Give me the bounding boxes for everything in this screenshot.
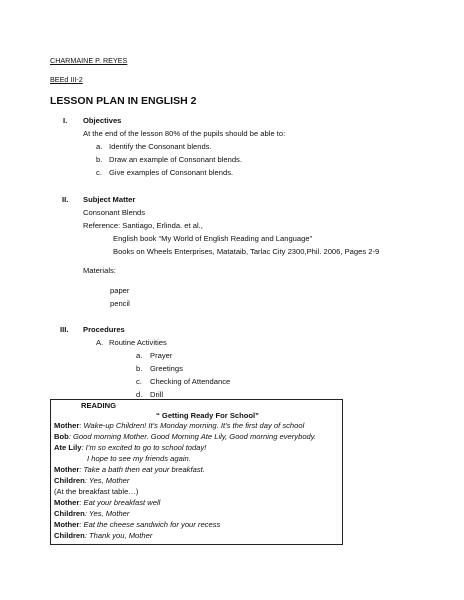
objective-letter-b: b. — [96, 155, 103, 164]
routine-item: Greetings — [150, 364, 183, 373]
speaker: Mother — [54, 498, 80, 507]
dialogue-line — [54, 465, 205, 474]
dialogue-line — [54, 509, 129, 518]
speaker: Children — [54, 476, 85, 485]
dialogue-line — [54, 443, 206, 452]
objective-letter-a: a. — [96, 142, 103, 151]
dialogue-text: : Yes, Mother — [84, 476, 130, 485]
material-item: pencil — [110, 299, 130, 308]
objectives-intro: At the end of the lesson 80% of the pupils should be able to: — [83, 129, 286, 138]
objective-item: Draw an example of Consonant blends. — [109, 155, 242, 164]
speaker: Ate Lily — [54, 443, 82, 452]
routine-letter-b: b. — [136, 364, 143, 373]
reference-book: English book “My World of English Reading and Language” — [113, 234, 313, 243]
dialogue-line — [54, 520, 220, 529]
subject-numeral: II. — [62, 195, 69, 204]
reference-line: Reference: Santiago, Erlinda. et al., — [83, 221, 203, 230]
dialogue-text: I hope to see my friends again. — [87, 454, 191, 463]
dialogue-line — [54, 432, 316, 441]
dialogue-line — [54, 531, 152, 540]
routine-letter-a: a. — [136, 351, 143, 360]
course-section: BEEd III-2 — [50, 75, 83, 84]
dialogue-text: : Thank you, Mother — [84, 531, 153, 540]
page-title: LESSON PLAN IN ENGLISH 2 — [50, 95, 197, 107]
dialogue-text: : Yes, Mother — [84, 509, 130, 518]
procedures-sub-letter: A. — [96, 338, 104, 347]
dialogue-text: : Good morning Mother. Good Morning Ate Lily, Good morning everybody. — [68, 432, 317, 441]
reading-label: READING — [81, 401, 117, 410]
dialogue-text: : Wake-up Children! It’s Monday morning. It’s the first day of school — [79, 421, 305, 430]
dialogue-line — [54, 476, 129, 485]
dialogue-line — [54, 487, 138, 496]
speaker: Children — [54, 509, 85, 518]
subject-topic: Consonant Blends — [83, 208, 146, 217]
materials-label: Materials: — [83, 266, 116, 275]
objective-letter-c: c. — [96, 168, 102, 177]
material-item: paper — [110, 286, 130, 295]
dialogue-text: : I’m so excited to go to school today! — [81, 443, 207, 452]
dialogue-text: (At the breakfast table…) — [54, 487, 139, 496]
speaker: Mother — [54, 465, 80, 474]
dialogue-text: : Eat the cheese sandwich for your recess — [79, 520, 221, 529]
objectives-heading: Objectives — [83, 116, 122, 125]
routine-item: Checking of Attendance — [150, 377, 231, 386]
objectives-numeral: I. — [63, 116, 68, 125]
dialogue-text: : Take a bath then eat your breakfast. — [79, 465, 205, 474]
routine-letter-c: c. — [136, 377, 142, 386]
dialogue-line — [54, 498, 160, 507]
dialogue-line — [87, 454, 191, 463]
reading-title: “ Getting Ready For School” — [156, 411, 259, 420]
author-name: CHARMAINE P. REYES — [50, 56, 128, 65]
dialogue-text: : Eat your breakfast well — [79, 498, 161, 507]
speaker: Mother — [54, 520, 80, 529]
subject-heading: Subject Matter — [83, 195, 136, 204]
reference-publisher: Books on Wheels Enterprises, Matataib, Tarlac City 2300,Phil. 2006, Pages 2-9 — [113, 247, 380, 256]
speaker: Children — [54, 531, 85, 540]
procedures-sub-heading: Routine Activities — [109, 338, 167, 347]
objective-item: Give examples of Consonant blends. — [109, 168, 234, 177]
routine-letter-d: d. — [136, 390, 143, 399]
speaker: Bob — [54, 432, 69, 441]
reading-box — [50, 399, 343, 545]
routine-item: Drill — [150, 390, 164, 399]
dialogue-line — [54, 421, 304, 430]
routine-item: Prayer — [150, 351, 173, 360]
procedures-numeral: III. — [60, 325, 69, 334]
procedures-heading: Procedures — [83, 325, 125, 334]
speaker: Mother — [54, 421, 80, 430]
objective-item: Identify the Consonant blends. — [109, 142, 212, 151]
